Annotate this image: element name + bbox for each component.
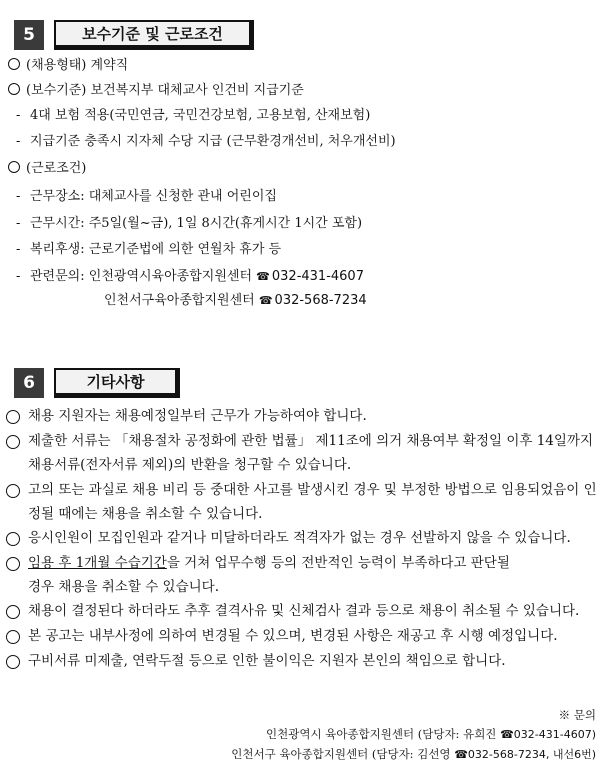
contact-line-2: 인천서구육아종합지원센터 ☎ 032-568-7234 [104, 293, 367, 308]
circle-bullet-icon [6, 605, 20, 619]
circle-bullet-icon [6, 484, 20, 498]
section-6-header [14, 368, 180, 398]
notice-item: 구비서류 미제출, 연락두절 등으로 인한 불이익은 지원자 본인의 책임으로 합니다. [6, 649, 598, 673]
work-hours-line: - 근무시간: 주5일(월~금), 1일 8시간(휴게시간 1시간 포함) [16, 216, 363, 231]
benefits-line: - 복리후생: 근로기준법에 의한 연월차 휴가 등 [16, 242, 282, 257]
circle-bullet-icon [6, 630, 20, 644]
phone-icon: ☎ [500, 728, 514, 741]
circle-bullet-icon [8, 161, 20, 173]
phone-icon: ☎ [256, 270, 270, 283]
circle-bullet-icon [6, 655, 20, 669]
pay-item-allowance: - 지급기준 충족시 지자체 수당 지급 (근무환경개선비, 처우개선비) [16, 134, 396, 149]
circle-bullet-icon [6, 435, 20, 449]
section-5-title: 보수기준 및 근로조건 [54, 20, 254, 50]
notice-item: 채용 지원자는 채용예정일부터 근무가 가능하여야 합니다. [6, 404, 598, 428]
section-6-title: 기타사항 [54, 368, 180, 398]
footer-contact-1: 인천광역시 육아종합지원센터 (담당자: 유희진 ☎032-431-4607) [266, 727, 596, 741]
pay-item-insurance: - 4대 보험 적용(국민연금, 국민건강보험, 고용보험, 산재보험) [16, 108, 371, 123]
pay-standard-line: (보수기준) 보건복지부 대체교사 인건비 지급기준 [8, 82, 304, 100]
footer-contact-2: 인천서구 육아종합지원센터 (담당자: 김선영 ☎032-568-7234, 내선6번) [231, 747, 596, 761]
notice-item: 응시인원이 모집인원과 같거나 미달하더라도 적격자가 없는 경우 선발하지 않을 수 있습니다. [6, 526, 598, 550]
section-5-header [14, 20, 254, 50]
section-5-number: 5 [14, 20, 44, 50]
probation-underline: 임용 후 1개월 수습기간 [28, 555, 167, 571]
notice-item: 임용 후 1개월 수습기간을 거쳐 업무수행 등의 전반적인 능력이 부족하다고 판단될 경우 채용을 취소할 수 있습니다. [6, 551, 598, 599]
notice-item: 본 공고는 내부사정에 의하여 변경될 수 있으며, 변경된 사항은 재공고 후 시행 예정입니다. [6, 624, 598, 648]
contact-line-1: - 관련문의: 인천광역시육아종합지원센터 ☎ 032-431-4607 [16, 269, 364, 284]
notice-item: 채용이 결정된다 하더라도 추후 결격사유 및 신체검사 결과 등으로 채용이 취소될 수 있습니다. [6, 599, 598, 623]
circle-bullet-icon [6, 410, 20, 424]
section-6-number: 6 [14, 368, 44, 398]
circle-bullet-icon [8, 83, 20, 95]
circle-bullet-icon [8, 58, 20, 70]
work-place-line: - 근무장소: 대체교사를 신청한 관내 어린이집 [16, 189, 277, 204]
employment-type-line: (채용형태) 계약직 [8, 57, 128, 75]
circle-bullet-icon [6, 532, 20, 546]
notice-item: 고의 또는 과실로 채용 비리 등 중대한 사고를 발생시킨 경우 및 부정한 방법으로 임용되었음이 인정될 때에는 채용을 취소할 수 있습니다. [6, 478, 598, 526]
circle-bullet-icon [6, 557, 20, 571]
conditions-line: (근로조건) [8, 160, 86, 178]
phone-icon: ☎ [454, 748, 468, 761]
phone-icon: ☎ [258, 294, 273, 307]
inquiry-label: ※ 문의 [558, 708, 596, 722]
notice-item: 제출한 서류는 「채용절차 공정화에 관한 법률」 제11조에 의거 채용여부 확정일 이후 14일까지 채용서류(전자서류 제외)의 반환을 청구할 수 있습니다. [6, 429, 598, 477]
